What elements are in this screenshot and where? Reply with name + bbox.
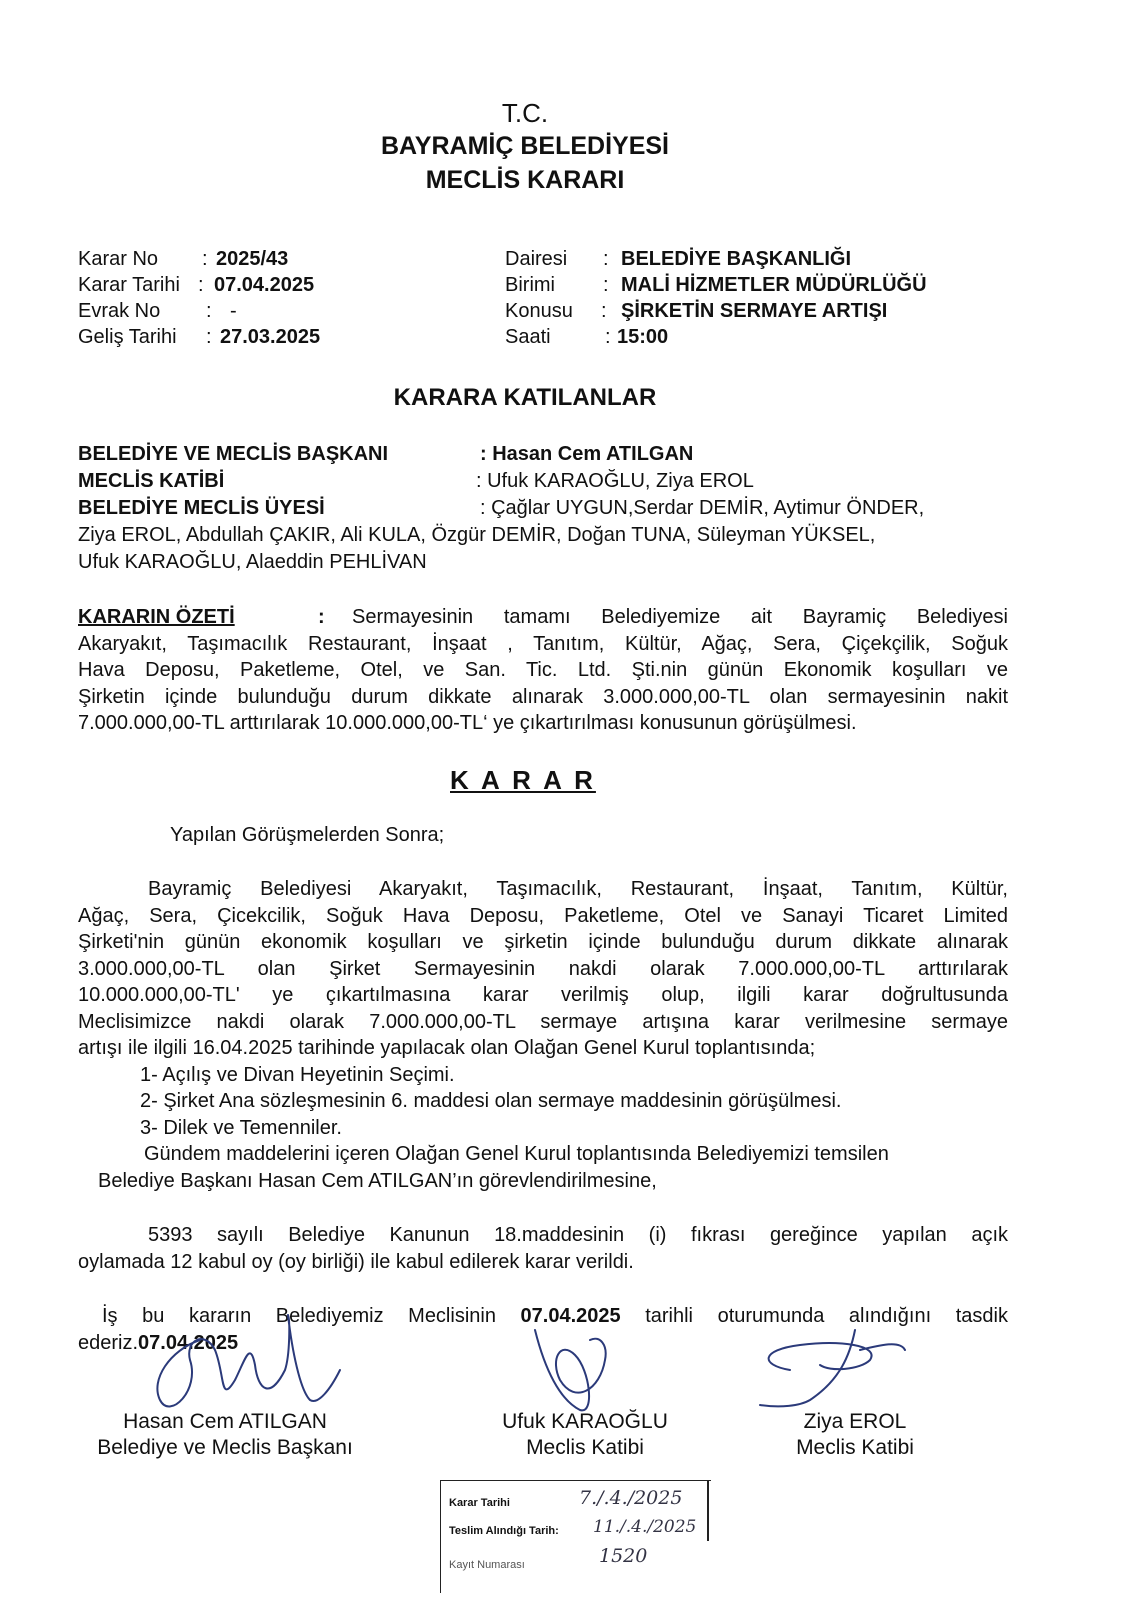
stamp-record-no-value: 1520 <box>599 1545 648 1567</box>
signature-karaoglu <box>535 1330 606 1410</box>
stamp-decision-date-label: Karar Tarihi <box>449 1497 510 1509</box>
doc-header-title: MECLİS KARARI <box>425 166 625 194</box>
meta-value: 27.03.2025 <box>220 326 321 348</box>
agenda-item-3: 3- Dilek ve Temenniler. <box>140 1116 342 1139</box>
decision-p2-line: Gündem maddelerini içeren Olağan Genel Kurul toplantısında Belediyemizi temsilen <box>144 1143 889 1165</box>
meta-label: Evrak No <box>78 300 161 322</box>
members-value: : Çağlar UYGUN,Serdar DEMİR, Aytimur ÖNDER, <box>480 497 925 519</box>
president-value: : Hasan Cem ATILGAN <box>480 443 694 465</box>
meta-label: Konusu <box>505 300 573 322</box>
meta-left: Karar No : 2025/43 Karar Tarihi : 07.04.2025 Evrak No : - Geliş Tarihi : 27.03.2025 <box>78 248 321 348</box>
meta-label: Saati <box>505 326 551 348</box>
signature-erol <box>760 1330 905 1406</box>
meta-value: MALİ HİZMETLER MÜDÜRLÜĞÜ <box>621 274 927 296</box>
certification-line-1: İş bu kararın Belediyemiz Meclisinin 07.04.2025 tarihli oturumunda alındığını tasdik <box>102 1305 1008 1327</box>
decision-p3-line: 5393 sayılı Belediye Kanunun 18.maddesinin (i) fıkrası gereğince yapılan açık <box>148 1224 1008 1246</box>
members-line-3: Ufuk KARAOĞLU, Alaeddin PEHLİVAN <box>78 551 427 573</box>
decision-paragraph-3 <box>78 1222 1008 1275</box>
signatory-title: Belediye ve Meclis Başkanı <box>97 1436 353 1459</box>
stamp-received-date-label: Teslim Alındığı Tarih: <box>449 1525 559 1537</box>
decision-p2-line: Belediye Başkanı Hasan Cem ATILGAN’ın görevlendirilmesine, <box>98 1169 657 1192</box>
meta-label: Dairesi <box>505 248 568 270</box>
agenda-item-2: 2- Şirket Ana sözleşmesinin 6. maddesi olan sermaye maddesinin görüşülmesi. <box>140 1090 842 1112</box>
decision-paragraph-1 <box>78 876 1008 1194</box>
signature-block-2 <box>470 1410 700 1460</box>
participants-title: KARARA KATILANLAR <box>393 384 657 411</box>
certification-line-2: ederiz.07.04.2025 <box>78 1331 239 1354</box>
meta-value: 15:00 <box>617 326 669 348</box>
signature-block-3 <box>770 1410 940 1460</box>
decision-p1-line: Şirketi'nin günün ekonomik koşulları ve şirketin içinde bulunduğu durum dikkate alınarak <box>78 931 1008 953</box>
decision-p1-line: Bayramiç Belediyesi Akaryakıt, Taşımacılık, Restaurant, İnşaat, Tanıtım, Kültür, <box>148 878 1008 900</box>
members-line-2: Ziya EROL, Abdullah ÇAKIR, Ali KULA, Özgür DEMİR, Doğan TUNA, Süleyman YÜKSEL, <box>78 524 876 546</box>
receipt-stamp <box>440 1480 711 1593</box>
meta-value: 2025/43 <box>216 248 289 270</box>
members-label: BELEDİYE MECLİS ÜYESİ <box>78 497 325 519</box>
participants-block <box>78 441 1008 576</box>
meta-label: Karar No <box>78 248 159 270</box>
decision-p1-line: 3.000.000,00-TL olan Şirket Sermayesinin nakdi olarak 7.000.000,00-TL arttırılarak <box>78 957 1008 980</box>
meta-right: Dairesi : BELEDİYE BAŞKANLIĞI Birimi : MALİ HİZMETLER MÜDÜRLÜĞÜ Konusu : ŞİRKETİN SERMAYE ARTIŞI Saati : 15:00 <box>505 248 927 348</box>
decision-p1-line: 10.000.000,00-TL' ye çıkartılmasına karar verilmiş olup, ilgili karar doğrultusunda <box>78 984 1008 1006</box>
signatory-title: Meclis Katibi <box>796 1436 914 1459</box>
summary-block <box>78 604 1008 737</box>
clerk-label: MECLİS KATİBİ <box>78 470 225 492</box>
meta-value: - <box>230 300 237 322</box>
decision-p1-line: artışı ile ilgili 16.04.2025 tarihinde yapılacak olan Olağan Genel Kurul toplantısında; <box>78 1037 816 1059</box>
meta-value: ŞİRKETİN SERMAYE ARTIŞI <box>621 300 888 322</box>
agenda-item-1: 1- Açılış ve Divan Heyetinin Seçimi. <box>140 1063 455 1086</box>
summary-line-2: Akaryakıt, Taşımacılık Restaurant, İnşaat , Tanıtım, Kültür, Ağaç, Sera, Çiçekçilik, Soğuk <box>78 632 1008 655</box>
decision-title: K A R A R <box>450 765 596 795</box>
decision-intro: Yapılan Görüşmelerden Sonra; <box>170 824 445 846</box>
stamp-record-no-label: Kayıt Numarası <box>449 1559 525 1571</box>
decision-p1-line: Ağaç, Sera, Çicekcilik, Soğuk Hava Deposu, Paketleme, Otel ve Sanayi Ticaret Limited <box>78 904 1008 927</box>
doc-header-institution: BAYRAMİÇ BELEDİYESİ <box>380 132 669 160</box>
meta-value: BELEDİYE BAŞKANLIĞI <box>621 248 852 270</box>
decision-p3-line: oylamada 12 kabul oy (oy birliği) ile kabul edilerek karar verildi. <box>78 1250 634 1273</box>
summary-line-4: Şirketin içinde bulunduğu durum dikkate alınarak 3.000.000,00-TL olan sermayesinin nakit <box>78 685 1008 708</box>
summary-label: KARARIN ÖZETİ <box>78 606 235 628</box>
meta-label: Geliş Tarihi <box>78 326 177 348</box>
signatory-name: Hasan Cem ATILGAN <box>123 1410 327 1433</box>
stamp-decision-date-value: 7./.4./2025 <box>579 1487 683 1509</box>
clerk-value: : Ufuk KARAOĞLU, Ziya EROL <box>476 470 754 492</box>
doc-header-tc: T.C. <box>501 98 549 128</box>
summary-colon: : <box>318 606 325 628</box>
stamp-received-date-value: 11./.4./2025 <box>593 1517 697 1537</box>
signatory-name: Ziya EROL <box>803 1410 907 1433</box>
signature-atilgan <box>157 1315 340 1406</box>
decision-p1-line: Meclisimizce nakdi olarak 7.000.000,00-TL sermaye artışına karar verilmesine sermaye <box>78 1010 1008 1033</box>
meta-label: Karar Tarihi <box>78 274 180 296</box>
president-label: BELEDİYE VE MECLİS BAŞKANI <box>78 443 389 465</box>
signatory-title: Meclis Katibi <box>526 1436 644 1459</box>
signature-block-1 <box>80 1410 370 1460</box>
meta-value: 07.04.2025 <box>214 274 315 296</box>
signatory-name: Ufuk KARAOĞLU <box>502 1410 668 1433</box>
summary-line-1: Sermayesinin tamamı Belediyemize ait Bayramiç Belediyesi <box>352 606 1008 628</box>
summary-line-5: 7.000.000,00-TL arttırılarak 10.000.000,00-TL‘ ye çıkartırılması konusunun görüşülmesi. <box>78 712 857 734</box>
meta-label: Birimi <box>505 274 555 296</box>
summary-line-3: Hava Deposu, Paketleme, Otel, ve San. Tic. Ltd. Şti.nin günün Ekonomik koşulları ve <box>78 659 1008 681</box>
